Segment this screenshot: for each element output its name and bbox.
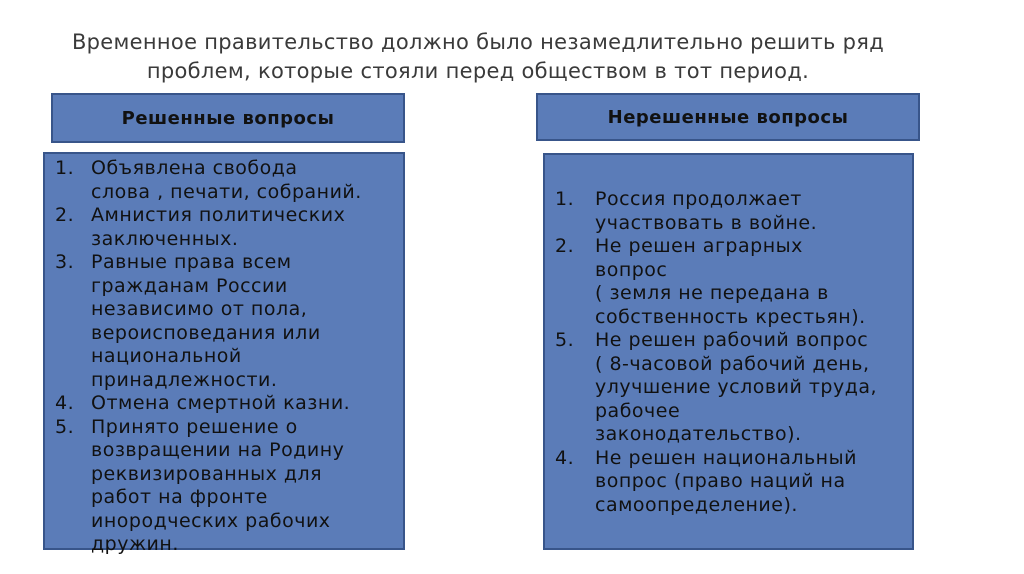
list-item-number: 5.: [55, 415, 75, 438]
list-item-text: Амнистия политических заключенных.: [91, 204, 346, 250]
list-item-number: 3.: [55, 251, 75, 273]
list-item: [45, 392, 403, 416]
resolved-issues-list: [43, 152, 405, 555]
list-item-number: 2.: [555, 235, 575, 257]
slide-title: [0, 28, 956, 86]
list-item: [45, 157, 403, 204]
list-item-number: 1.: [555, 188, 575, 210]
list-item-text: Принято решение о возвращении на Родину реквизированных для работ на фронте инородческих рабочих дружин.: [91, 415, 345, 555]
list-item-text: Не решен рабочий вопрос ( 8-часовой рабочий день, улучшение условий труда, рабочее законодательство).: [595, 329, 878, 445]
list-item-number: 4.: [55, 392, 75, 414]
unresolved-issues-header-label: Нерешенные вопросы: [607, 106, 849, 128]
list-item-text: Равные права всем гражданам России независимо от пола, вероисповедания или национальной принадлежности.: [91, 251, 321, 391]
list-item-text: Отмена смертной казни.: [91, 392, 351, 414]
list-item-number: 5.: [555, 329, 575, 351]
list-item: [545, 188, 912, 235]
list-item-text: Не решен аграрных вопрос ( земля не передана в собственность крестьян).: [595, 235, 866, 328]
resolved-issues-header: [51, 93, 405, 143]
list-item-text: Россия продолжает участвовать в войне.: [595, 188, 818, 234]
list-item-text: Объявлена свобода слова , печати, собраний.: [91, 157, 362, 203]
list-item-number: 1.: [55, 157, 75, 179]
list-item: [45, 251, 403, 392]
resolved-issues-header-label: Решенные вопросы: [121, 107, 335, 129]
unresolved-issues-header: [536, 93, 920, 141]
list-item: [545, 447, 912, 518]
list-item: [545, 235, 912, 329]
list-item: [45, 416, 403, 557]
list-item: [45, 204, 403, 251]
list-item-text: Не решен национальный вопрос (право наций на самоопределение).: [595, 446, 857, 516]
list-item-number: 2.: [55, 204, 75, 226]
list-item: [545, 329, 912, 447]
title-line-1: Временное правительство должно было незамедлительно решить ряд: [71, 30, 885, 54]
unresolved-issues-list: [543, 153, 914, 550]
title-line-2: проблем, которые стояли перед обществом в тот период.: [146, 59, 810, 83]
list-item-number: 4.: [555, 446, 575, 469]
